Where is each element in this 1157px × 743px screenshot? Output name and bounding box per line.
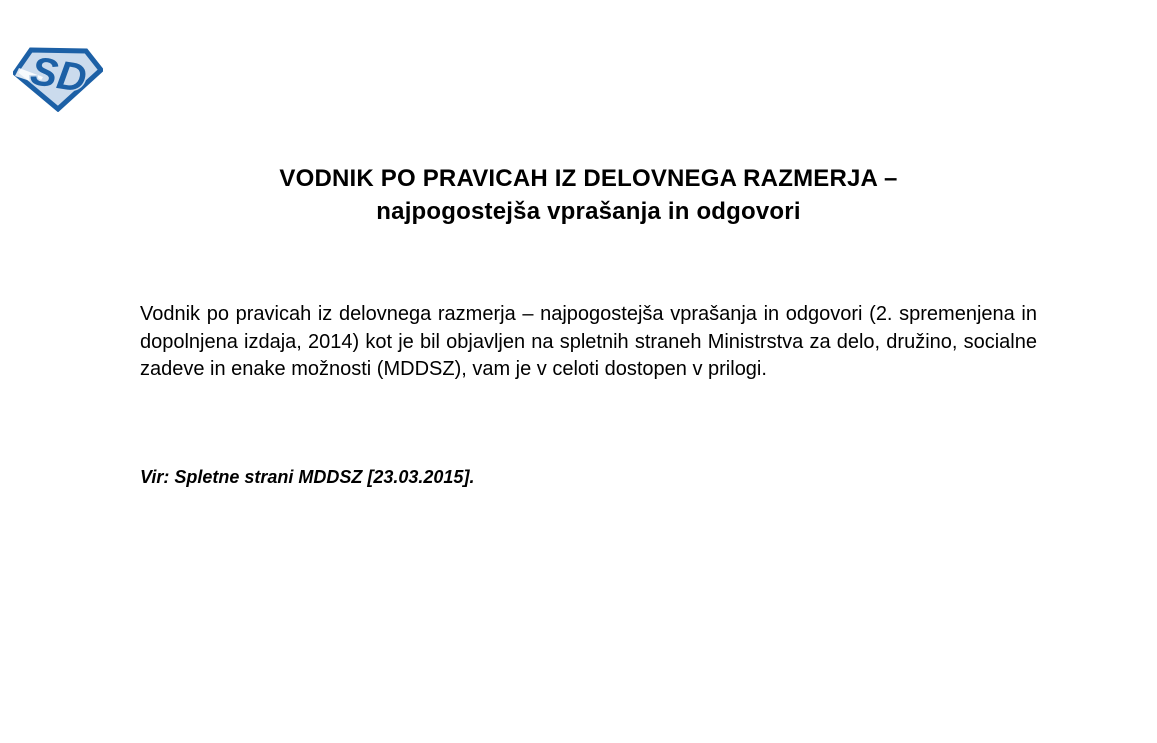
body-paragraph: Vodnik po pravicah iz delovnega razmerja – najpogostejša vprašanja in odgovori (2. spremenjena in dopolnjena izdaja, 2014) kot je bil objavljen na spletnih straneh Ministrstva za delo, družino, socialne zadeve in enake možnosti (MDDSZ), vam je v celoti dostopen v prilogi. [140,303,1037,380]
sd-logo [13,46,103,112]
sd-shield-icon [13,46,103,112]
page-title [140,162,1037,228]
source-note: Vir: Spletne strani MDDSZ [23.03.2015]. [140,467,475,487]
page-title-line1: VODNIK PO PRAVICAH IZ DELOVNEGA RAZMERJA – [279,165,898,192]
logo-letters: SD [27,48,90,102]
page-title-line2: najpogostejša vprašanja in odgovori [376,198,801,225]
